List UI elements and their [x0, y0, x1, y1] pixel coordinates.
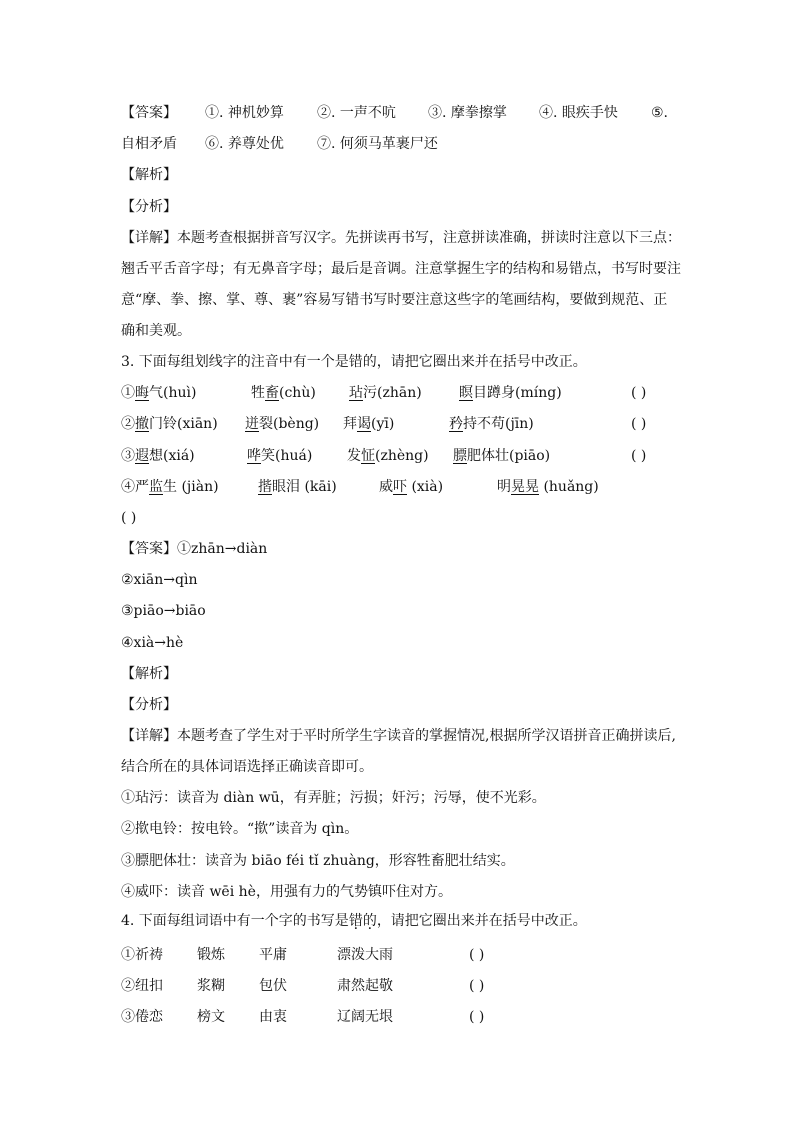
- detail-line: ②揿电铃：按电铃。“揿”读音为 qìn。: [121, 821, 359, 837]
- answer-blank: ( ): [631, 448, 647, 464]
- answer-item: ①. 神机妙算: [205, 105, 284, 121]
- q3-item: [459, 383, 562, 403]
- item-pre: 发: [347, 448, 361, 464]
- detail-line: ④威吓：读音 wēi hè，用强有力的气势镇吓住对方。: [121, 884, 452, 900]
- fenxi-label: 【分析】: [121, 199, 177, 215]
- item-pre: 牲: [251, 385, 265, 401]
- underlined-char: 膘: [453, 448, 467, 464]
- answer-item: ④. 眼疾手快: [539, 105, 618, 121]
- item-post: 污(zhān): [363, 385, 422, 401]
- answer-blank: ( ): [469, 1009, 485, 1025]
- item-pre: 威: [379, 479, 393, 495]
- answer-line: ③piāo→biāo: [121, 603, 206, 619]
- item-post: (xià): [407, 479, 444, 495]
- underlined-char: 玷: [349, 385, 363, 401]
- word: 由衷: [259, 1009, 287, 1025]
- detail-line: ③膘肥体壮：读音为 biāo féi tǐ zhuàng，形容牲畜肥壮结实。: [121, 853, 515, 869]
- underlined-char: 监: [149, 479, 163, 495]
- answer-item: ⑤.: [651, 105, 669, 121]
- underlined-char: 揩: [258, 479, 272, 495]
- underlined-char: 怔: [361, 448, 375, 464]
- q3-item: [245, 414, 319, 434]
- answer-blank: ( ): [631, 385, 647, 401]
- detail-line: 翘舌平舌音字母；有无鼻音字母；最后是音调。注意掌握生字的结构和易错点，书写时要注: [121, 261, 681, 277]
- analysis-label: 【解析】: [121, 167, 177, 183]
- fenxi-label: 【分析】: [121, 697, 177, 713]
- item-pre: ④严: [121, 479, 149, 495]
- underlined-char: 吓: [393, 479, 407, 495]
- answer-label: 【答案】: [121, 105, 177, 121]
- item-post: 目蹲身(míng): [473, 385, 562, 401]
- underlined-char: 晦: [135, 385, 149, 401]
- q3-item: [449, 414, 534, 434]
- item-post: (huǎng): [539, 479, 599, 495]
- answer-item: ②. 一声不吭: [317, 105, 396, 121]
- q3-item: [121, 383, 196, 403]
- item-post: 肥体壮(piāo): [467, 448, 551, 464]
- emphasis-char: 错: [348, 913, 363, 929]
- underlined-char: 哗: [247, 448, 261, 464]
- item-pre: ①: [121, 385, 135, 401]
- item-pre: 明: [497, 479, 511, 495]
- underlined-char: 畜: [265, 385, 279, 401]
- answer-line: 【答案】①zhān→diàn: [121, 541, 268, 557]
- q3-item: [251, 383, 316, 403]
- word: 肃然起敬: [337, 978, 393, 994]
- q3-item: [121, 414, 218, 434]
- title-text: 4. 下面每组词语中有一个字的书写是: [121, 913, 349, 929]
- item-post: (yī): [371, 416, 395, 432]
- item-pre: 拜: [343, 416, 357, 432]
- question-3-title: 3. 下面每组划线字的注音中有一个是错的，请把它圈出来并在括号中改正。: [121, 354, 587, 370]
- word: 包伏: [259, 978, 287, 994]
- analysis-label: 【解析】: [121, 666, 177, 682]
- word: 平庸: [259, 947, 287, 963]
- emphasis-char: 的: [362, 913, 377, 929]
- word: ③倦恋: [121, 1009, 163, 1025]
- answer-item: ⑦. 何须马革裹尸还: [317, 136, 438, 152]
- word: ①祈祷: [121, 947, 163, 963]
- word: 锻炼: [197, 947, 225, 963]
- item-post: 笑(huá): [261, 448, 313, 464]
- q3-item: [121, 446, 195, 466]
- item-post: (zhèng): [375, 448, 429, 464]
- detail-line: 意“摩、拳、擦、掌、尊、裹”容易写错书写时要注意这些字的笔画结构，要做到规范、正: [121, 292, 668, 308]
- item-post: 裂(bèng): [259, 416, 320, 432]
- detail-line: 确和美观。: [121, 323, 191, 339]
- item-post: 想(xiá): [149, 448, 195, 464]
- detail-line: ①玷污：读音为 diàn wū，有弄脏；污损；奸污；污辱，使不光彩。: [121, 790, 546, 806]
- q3-item: [258, 477, 337, 497]
- word: 漂泼大雨: [337, 947, 393, 963]
- word: ②纽扣: [121, 978, 163, 994]
- q3-item: [347, 446, 429, 466]
- answer-item: ③. 摩拳擦掌: [428, 105, 507, 121]
- detail-line: 【详解】本题考查了学生对于平时所学生字读音的掌握情况,根据所学汉语拼音正确拼读后,: [121, 728, 676, 744]
- answer-blank: ( ): [121, 510, 137, 526]
- q3-item: [379, 477, 443, 497]
- q3-item: [497, 477, 599, 497]
- item-post: 生 (jiàn): [163, 479, 219, 495]
- underlined-char: 晃晃: [511, 479, 539, 495]
- item-post: 气(huì): [149, 385, 197, 401]
- detail-line: 【详解】本题考查根据拼音写汉字。先拼读再书写，注意拼读准确，拼读时注意以下三点：: [121, 230, 681, 246]
- word: 浆糊: [197, 978, 225, 994]
- item-post: 门铃(xiān): [149, 416, 218, 432]
- item-post: 持不苟(jīn): [463, 416, 534, 432]
- underlined-char: 遐: [135, 448, 149, 464]
- q3-item: [343, 414, 394, 434]
- item-pre: ②: [121, 416, 135, 432]
- q3-item: [349, 383, 422, 403]
- q3-item: [453, 446, 550, 466]
- answer-line: ②xiān→qìn: [121, 572, 198, 588]
- answer-line: ④xià→hè: [121, 635, 184, 651]
- underlined-char: 矜: [449, 416, 463, 432]
- q3-item: [121, 477, 219, 497]
- answer-blank: ( ): [469, 947, 485, 963]
- title-text: ，请把它圈出来并在括号中改正。: [376, 913, 587, 929]
- answer-blank: ( ): [631, 416, 647, 432]
- item-pre: ③: [121, 448, 135, 464]
- question-4-title: [121, 911, 587, 931]
- underlined-char: 谒: [357, 416, 371, 432]
- item-post: 眼泪 (kāi): [272, 479, 337, 495]
- underlined-char: 撤: [135, 416, 149, 432]
- answer-blank: ( ): [469, 978, 485, 994]
- underlined-char: 迸: [245, 416, 259, 432]
- word: 辽阔无垠: [337, 1009, 393, 1025]
- item-post: (chù): [279, 385, 316, 401]
- q3-item: [247, 446, 312, 466]
- answer-item: ⑥. 养尊处优: [205, 136, 284, 152]
- underlined-char: 瞑: [459, 385, 473, 401]
- word: 榜文: [197, 1009, 225, 1025]
- detail-line: 结合所在的具体词语选择正确读音即可。: [121, 759, 373, 775]
- answer-item: 自相矛盾: [121, 136, 177, 152]
